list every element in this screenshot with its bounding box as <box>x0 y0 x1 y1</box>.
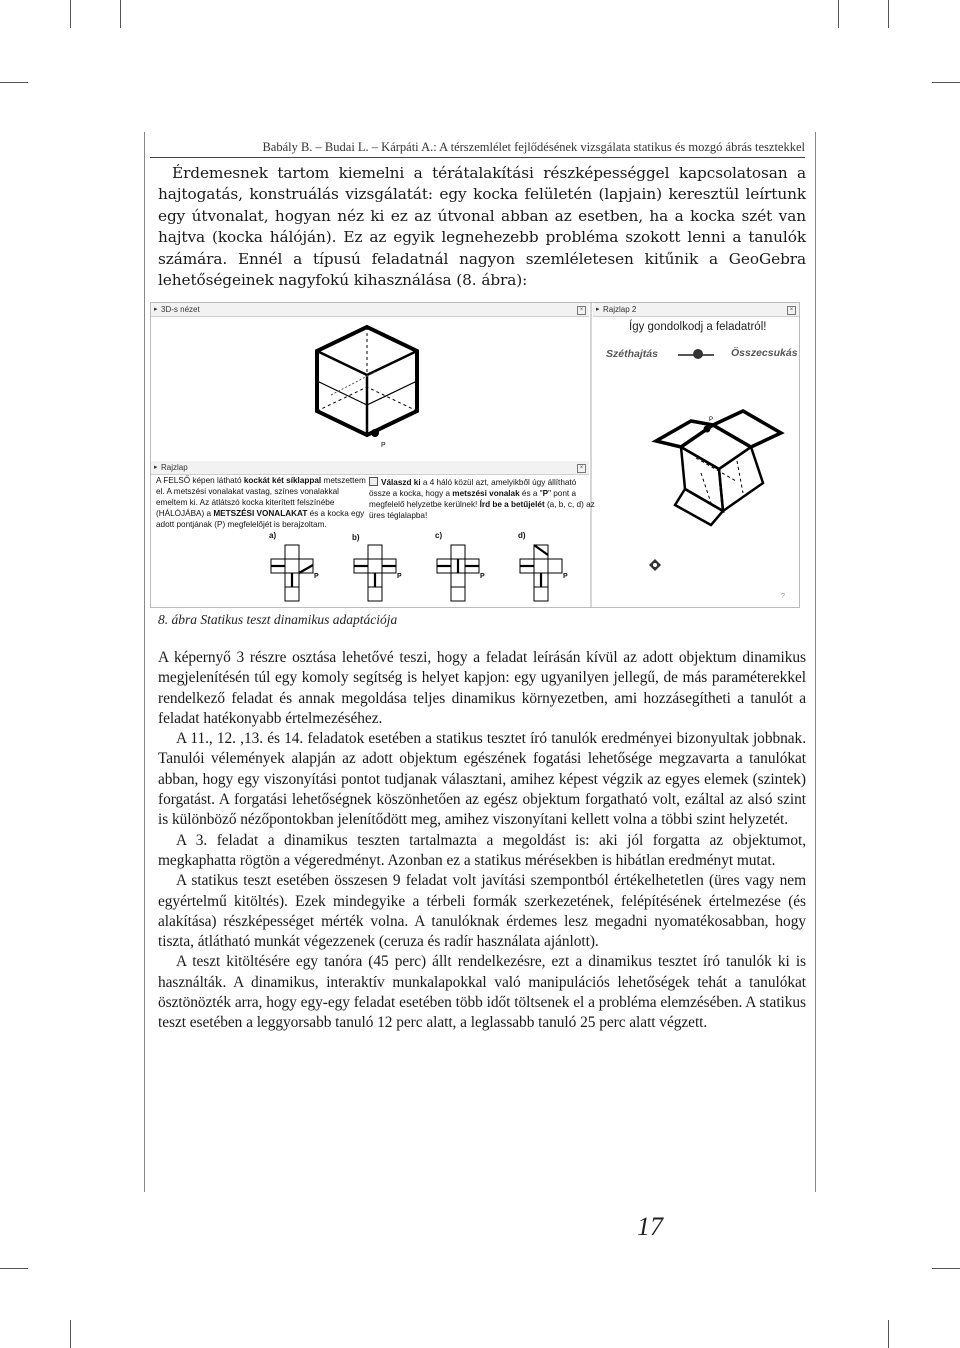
instr-bold: Válaszd ki <box>381 478 421 487</box>
cube-nets-options[interactable] <box>263 541 583 603</box>
instr-part: és a " <box>519 489 543 498</box>
unfolding-net-drawing <box>651 403 796 528</box>
instr-part: (a, b, c, d) az üres téglalapba! <box>369 500 595 520</box>
instruction-text <box>369 477 597 521</box>
task-text-bold: kockát két síklappal <box>243 476 322 485</box>
crop-mark <box>0 1268 28 1269</box>
net-a-point-label: P <box>314 573 319 580</box>
net-c-point-label: P <box>480 573 485 580</box>
task-description <box>156 475 366 530</box>
slider-handle[interactable] <box>693 349 703 359</box>
body-paragraph: A teszt kitöltésére egy tanóra (45 perc) állt rendelkezésre, ezt a dinamikus tesztet író tanulók ki is használták. A dinamikus, interaktív munkalapokkal való manipulációs lehetőségek tehát a tanulókat ösztönözték arra, hogy egy-egy feladat esetében több időt töltsenek el a probléma elemzésében. A statikus teszt esetében a leggyorsabb tanuló 12 perc alatt, a leglassabb tanuló 25 perc alatt végzett. <box>158 953 806 1032</box>
panel-arrow-icon: ▸ <box>596 306 600 313</box>
option-label-c: c) <box>435 531 443 540</box>
instr-part: " pont a megfelelő helyzetbe kerülnek! <box>369 489 577 509</box>
question-title: Így gondolkodj a feladatról! <box>629 321 767 333</box>
crop-mark <box>888 0 889 28</box>
net-b-point-label: P <box>397 573 402 580</box>
task-text-bold: METSZÉSI VONALAKAT <box>213 509 308 518</box>
point-p-label: P <box>381 442 386 449</box>
slider-label-right: Összecsukás <box>731 347 798 359</box>
panel-3d-bar <box>151 303 589 317</box>
option-label-a: a) <box>269 531 277 540</box>
option-label-b: b) <box>352 533 360 542</box>
task-text-part: metszettem el. A metszési vonalakat vastag, színes vonalakkal emeltem ki. Az átlátszó kocka kiterített felszínébe (HÁLÓJÁBA) a <box>156 476 366 518</box>
close-icon[interactable]: × <box>577 464 586 473</box>
instr-bold: metszési vonalak <box>452 489 520 498</box>
instr-part: a 4 háló közül azt, amelyikből úgy állítható össze a kocka, hogy a <box>369 478 577 498</box>
help-mark: ? <box>781 593 785 600</box>
page-number: 17 <box>637 1212 663 1241</box>
body-paragraph: A 11., 12. ,13. és 14. feladatok esetében a statikus tesztet író tanulók eredményei bizonyultak jobbnak. Tanulói vélemények alapján az adott objektum egészének fogatási lehetősége megzavarta a tanulókat abban, hogy egy viszonyítási pontot tudjanak választani, amihez képest végzik az egyes elemek (szintek) forgatást. A forgatási lehetőségnek köszönhetően az egész objektum forgatható volt, ezáltal az alsó szint is különböző nézőpontokban jelenítődött meg, amihez viszonyítani kellett volna a többi szint helyzetét. <box>158 730 806 829</box>
page-frame-left <box>144 132 145 1192</box>
instr-bold: P <box>542 489 549 498</box>
panel-arrow-icon: ▸ <box>154 464 158 471</box>
net-d-point-label: P <box>563 573 568 580</box>
task-text-part: A FELSŐ képen látható <box>156 476 244 485</box>
panel-3d-title: 3D-s nézet <box>161 305 200 314</box>
crop-mark <box>120 0 121 28</box>
checkbox[interactable] <box>369 477 378 486</box>
crop-mark <box>70 1320 71 1348</box>
body-text <box>158 648 806 1034</box>
cube-3d-drawing <box>311 321 431 449</box>
slider-label-left: Széthajtás <box>606 348 658 360</box>
panel-divider <box>590 303 592 607</box>
body-paragraph: A 3. feladat a dinamikus teszten tartalmazta a megoldást is: aki jól forgatta az objektumot, megkaphatta rögtön a végeredményt. Azonban ez a statikus mérésekben is hibátlan eredményt mutat. <box>158 831 806 869</box>
panel-arrow-icon: ▸ <box>154 306 158 313</box>
panel-rajzlap-title: Rajzlap <box>161 463 188 472</box>
option-label-d: d) <box>518 531 526 540</box>
running-head: Babály B. – Budai L. – Kárpáti A.: A térszemlélet fejlődésének vizsgálata statikus és mozgó ábrás tesztekkel <box>262 140 805 154</box>
crop-mark <box>932 1268 960 1269</box>
task-text-part: és a kocka egy adott pontjának (P) megfelelőjét is berajzoltam. <box>156 509 365 529</box>
point-p-label: P <box>709 417 714 423</box>
crop-mark <box>888 1320 889 1348</box>
instr-bold: Írd be a betűjelét <box>479 500 545 509</box>
figure-caption: 8. ábra Statikus teszt dinamikus adaptációja <box>158 612 398 627</box>
crop-mark <box>0 82 28 83</box>
body-paragraph: A képernyő 3 részre osztása lehetővé teszi, hogy a feladat leírásán kívül az adott objektum dinamikus megjelenítésén túl egy komoly segítség is helyet kapjon: egy ugyanilyen jellegű, de más paraméterekkel rendelkező feladat és annak megoldása teljes dinamikus környezetben, ami hozzásegítheti a tanulót a feladat hatékonyabb értelmezéséhez. <box>158 649 806 727</box>
header-rule <box>150 157 805 158</box>
crop-mark <box>932 82 960 83</box>
geogebra-figure <box>150 302 800 608</box>
close-icon[interactable]: × <box>577 306 586 315</box>
close-icon[interactable]: × <box>787 306 796 315</box>
page-frame-right <box>815 132 816 1192</box>
body-paragraph: A statikus teszt esetében összesen 9 feladat volt javítási szempontból értékelhetetlen (üres vagy nem egyértelmű kitöltés). Ezek mindegyike a térbeli formák szerkezetének, felépítésének értelmezése (és alakítása) részképességet mérték volna. A tanulóknak érdemes lesz megadni nyomatékosabban, hogy tiszta, átlátható munkát végezzenek (ceruza és radír használata ajánlott). <box>158 872 806 951</box>
panel-rajzlap-bar <box>151 461 589 475</box>
crop-mark <box>70 0 71 28</box>
intro-paragraph: Érdemesnek tartom kiemelni a térátalakítási részképességgel kapcsolatosan a hajtogatás, konstruálás vizsgálatát: egy kocka felületén (lapjain) keresztül leírtunk egy útvonalat, hogyan néz ki ez az útvonal abban az esetben, ha a kocka szét van hajtva (kocka hálóján). Ez az egyik legnehezebb probléma szokott lenni a tanulók számára. Ennél a típusú feladatnál nagyon szemléletesen kitűnik a GeoGebra lehetőségeinek nagyfokú kihasználása (8. ábra): <box>158 164 806 290</box>
crop-mark <box>838 0 839 28</box>
view-reset-icon[interactable] <box>649 559 661 571</box>
panel-rajzlap2-bar <box>593 303 799 317</box>
panel-rajzlap2-title: Rajzlap 2 <box>603 305 637 314</box>
